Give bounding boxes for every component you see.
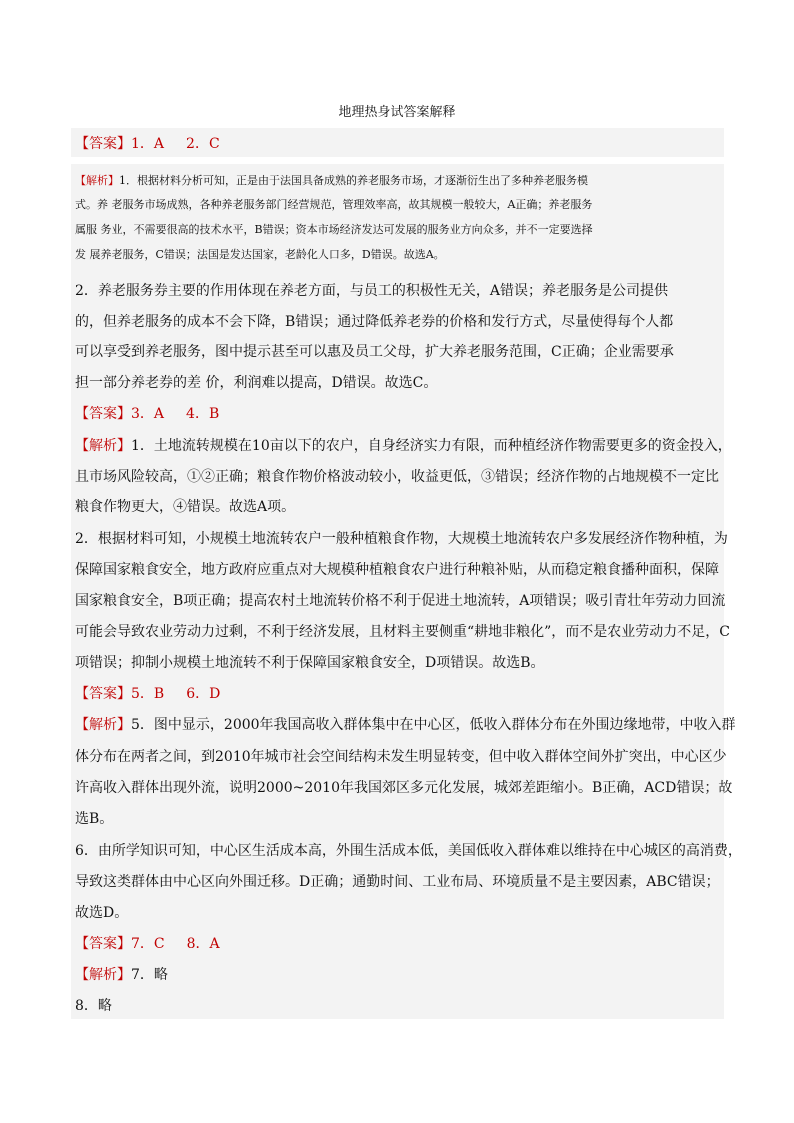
analysis-line: 粮食作物更大，④错误。故选A项。 <box>75 499 296 515</box>
analysis-line: 2．根据材料可知，小规模土地流转农户一般种植粮食作物，大规模土地流转农户多发展经济作物种植，为 <box>75 531 728 547</box>
analysis-tag: 【解析】 <box>75 967 131 983</box>
analysis-line: 项错误；抑制小规模土地流转不利于保障国家粮食安全，D项错误。故选B。 <box>75 655 545 671</box>
answer-tag: 【答案】 <box>75 136 131 152</box>
analysis-tag: 【解析】 <box>75 438 131 454</box>
answer-value: 5．B <box>131 686 165 702</box>
answer-value: 8．A <box>186 936 220 952</box>
analysis-line: 式。养 老服务市场成熟，各种养老服务部门经营规范，管理效率高，故其规模一般较大，A正确；养老服务 <box>75 198 593 211</box>
analysis-line <box>75 172 588 188</box>
analysis-line: 且市场风险较高，①②正确；粮食作物价格波动较小，收益更低，③错误；经济作物的占地规模不一定比 <box>75 469 719 485</box>
page-title: 地理热身试答案解释 <box>338 105 456 120</box>
answer-value: 4．B <box>186 406 220 422</box>
analysis-line <box>75 714 736 734</box>
answer-line <box>75 403 219 423</box>
analysis-line: 的，但养老服务的成本不会下降，B错误；通过降低养老券的价格和发行方式，尽量使得每个人都 <box>75 314 674 330</box>
answer-tag: 【答案】 <box>75 406 131 422</box>
answer-value: 7．C <box>131 936 165 952</box>
analysis-line: 担一部分养老券的差 价，利润难以提高，D错误。故选C。 <box>75 375 438 391</box>
analysis-line: 8．略 <box>75 998 112 1014</box>
analysis-text: 7．略 <box>131 967 168 983</box>
answer-value: 3．A <box>131 406 165 422</box>
analysis-line: 保障国家粮食安全，地方政府应重点对大规模种植粮食农户进行种粮补贴，从而稳定粮食播种面积，保障 <box>75 562 719 578</box>
analysis-band-7 <box>71 956 724 988</box>
analysis-line: 选B。 <box>75 811 114 827</box>
answer-line <box>75 933 220 953</box>
analysis-line: 故选D。 <box>75 905 129 921</box>
analysis-line: 许高收入群体出现外流，说明2000~2010年我国郊区多元化发展，城郊差距缩小。B正确，ACD错误；故 <box>75 780 733 796</box>
analysis-line <box>75 964 168 984</box>
analysis-line: 国家粮食安全，B项正确；提高农村土地流转价格不利于促进土地流转，A项错误；吸引青壮年劳动力回流 <box>75 593 726 609</box>
analysis-line: 导致这类群体由中心区向外围迁移。D正确；通勤时间、工业布局、环境质量不是主要因素，ABC错误； <box>75 874 720 890</box>
analysis-tag: 【解析】 <box>75 717 131 733</box>
analysis-line: 6．由所学知识可知，中心区生活成本高，外围生活成本低，美国低收入群体难以维持在中心城区的高消费， <box>75 843 742 859</box>
analysis-text: 1．土地流转规模在10亩以下的农户，自身经济实力有限，而种植经济作物需要更多的资金投入， <box>131 438 732 454</box>
answer-value: 2．C <box>186 136 220 152</box>
analysis-text: 1．根据材料分析可知，正是由于法国具备成熟的养老服务市场，才逐渐衍生出了多种养老服务模 <box>119 174 588 187</box>
analysis-band-8 <box>71 988 724 1019</box>
answer-value: 1．A <box>131 136 165 152</box>
answer-value: 6．D <box>186 686 221 702</box>
analysis-line: 属服 务业，不需要很高的技术水平，B错误；资本市场经济发达可发展的服务业方向众多，并不一定要选择 <box>75 223 593 236</box>
analysis-line: 可以享受到养老服务，图中提示甚至可以惠及员工父母，扩大养老服务范围，C正确；企业需要承 <box>75 344 674 360</box>
answer-line <box>75 133 220 153</box>
answer-tag: 【答案】 <box>75 936 131 952</box>
analysis-line: 发 展养老服务，C错误；法国是发达国家，老龄化人口多，D错误。故选A。 <box>75 248 445 261</box>
answer-tag: 【答案】 <box>75 686 131 702</box>
analysis-line: 可能会导致农业劳动力过剩，不利于经济发展，且材料主要侧重“耕地非粮化”，而不是农业劳动力不足，C <box>75 624 731 640</box>
answer-line <box>75 683 220 703</box>
analysis-line <box>75 435 732 455</box>
analysis-tag: 【解析】 <box>75 174 119 187</box>
analysis-line: 体分布在两者之间，到2010年城市社会空间结构未发生明显转变，但中收入群体空间外扩突出，中心区少 <box>75 749 727 765</box>
analysis-text: 5．图中显示，2000年我国高收入群体集中在中心区，低收入群体分布在外围边缘地带，中收入群 <box>131 717 736 733</box>
analysis-line: 2．养老服务券主要的作用体现在养老方面，与员工的积极性无关，A错误；养老服务是公司提供 <box>75 283 669 299</box>
